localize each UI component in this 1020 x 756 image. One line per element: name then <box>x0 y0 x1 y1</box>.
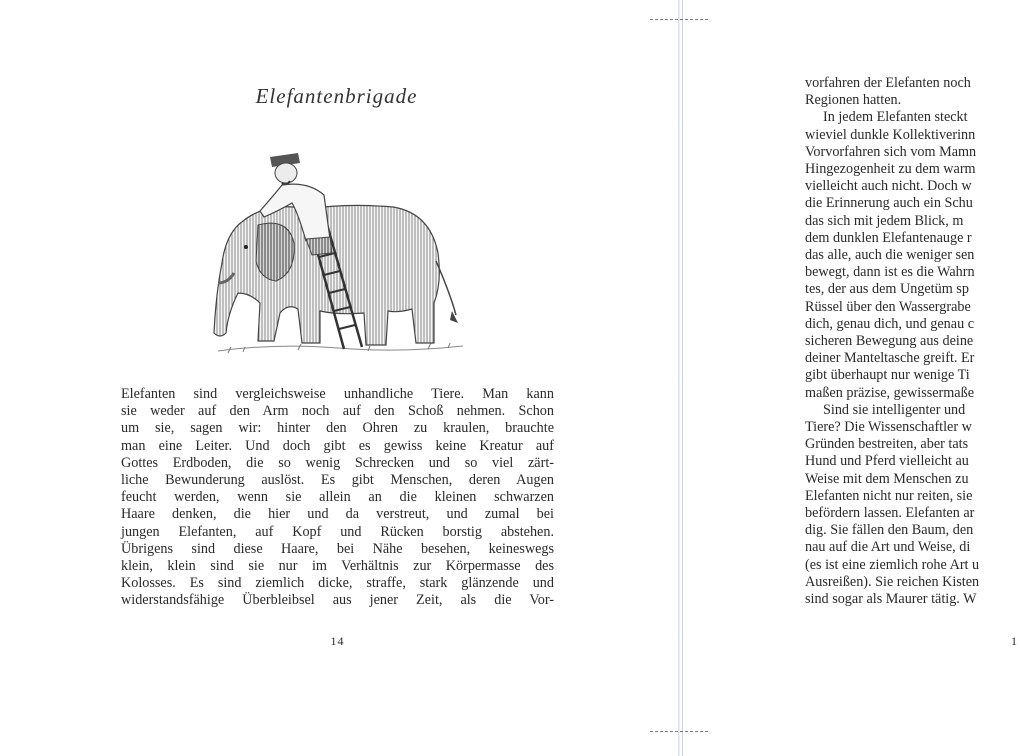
text-line: maßen präzise, gewissermaße <box>805 384 974 401</box>
text-line: Gottes Erdboden, die so wenig Schrecken und so viel zärt- <box>121 454 554 471</box>
text-line: um sie, sagen wir: hinter den Ohren zu kraulen, brauchte <box>121 420 554 437</box>
text-line: sicheren Bewegung aus deine <box>805 333 974 350</box>
text-line: tes, der aus dem Ungetüm sp <box>805 281 969 298</box>
page-number-left: 14 <box>330 634 345 648</box>
text-line: dem dunklen Elefantenauge r <box>805 229 972 246</box>
text-line: vorfahren der Elefanten noch <box>805 75 971 91</box>
body-text-left <box>121 386 554 610</box>
page-gutter-shadow <box>678 0 680 756</box>
text-line: Elefanten nicht nur reiten, sie <box>805 487 973 504</box>
text-line: Rüssel über den Wassergrabe <box>805 298 971 315</box>
text-line: jungen Elefanten, auf Kopf und Rücken borstig abstehen. <box>121 523 554 540</box>
text-line: Haare denken, die hier und da verstreut, und zumal bei <box>121 506 554 523</box>
text-line: dich, genau dich, und genau c <box>805 315 975 332</box>
text-line: Hingezogenheit zu dem warm <box>805 161 976 178</box>
text-line: widerstandsfähige Überbleibsel aus jener Zeit, als die Vor- <box>121 592 554 609</box>
text-line: die Erinnerung auch ein Schu <box>805 195 973 212</box>
text-line: sie weder auf den Arm noch auf den Schoß nehmen. Schon <box>121 403 554 420</box>
text-line: Tiere? Die Wissenschaftler w <box>805 419 972 436</box>
text-line: Kolosses. Es sind ziemlich dicke, straffe, stark glänzende und <box>121 575 554 592</box>
text-line: das sich mit jedem Blick, m <box>805 212 964 229</box>
text-line: deiner Manteltasche greift. Er <box>805 350 975 367</box>
text-line: Regionen hatten. <box>805 92 902 109</box>
text-line: bewegt, dann ist es die Wahrn <box>805 264 975 281</box>
text-line: das alle, auch die weniger sen <box>805 247 975 264</box>
text-line: Hund und Pferd vielleicht au <box>805 453 969 470</box>
right-page <box>683 0 1020 756</box>
text-line: klein, klein sind sie nur im Verhältnis zur Körpermasse des <box>121 558 554 575</box>
text-line: Sind sie intelligenter und <box>823 401 966 418</box>
text-line: Vorvorfahren sich vom Mamn <box>805 143 977 160</box>
chapter-title: Elefantenbrigade <box>255 84 418 108</box>
text-line: gibt überhaupt nur wenige Ti <box>805 367 970 384</box>
text-line: feucht werden, wenn sie allein an die kleinen schwarzen <box>121 489 554 506</box>
text-line: In jedem Elefanten steckt <box>823 109 968 126</box>
text-line: (es ist eine ziemlich rohe Art u <box>805 556 980 573</box>
text-line: Ausreißen). Sie reichen Kisten <box>805 573 980 590</box>
page-number-right: 1 <box>1011 634 1017 648</box>
text-line: sind sogar als Maurer tätig. W <box>805 591 977 608</box>
text-line: Übrigens sind diese Haare, bei Nähe besehen, keineswegs <box>121 540 554 557</box>
text-line: liche Bewunderung auslöst. Es gibt Menschen, deren Augen <box>121 472 554 489</box>
text-line: Elefanten sind vergleichsweise unhandliche Tiere. Man kann <box>121 386 554 402</box>
elephant-illustration <box>198 143 473 368</box>
text-line: Weise mit dem Menschen zu <box>805 470 969 487</box>
text-line: man eine Leiter. Und doch gibt es gewiss keine Kreatur auf <box>121 437 554 454</box>
text-line: Gründen bestreiten, aber tats <box>805 436 969 453</box>
text-line: nau auf die Art und Weise, di <box>805 539 971 556</box>
text-line: befördern lassen. Elefanten ar <box>805 505 975 522</box>
body-text-right <box>805 75 1020 608</box>
text-line: wieviel dunkle Kollektiverinn <box>805 126 976 143</box>
text-line: vielleicht auch nicht. Doch w <box>805 178 972 195</box>
text-line: dig. Sie fällen den Baum, den <box>805 522 974 539</box>
